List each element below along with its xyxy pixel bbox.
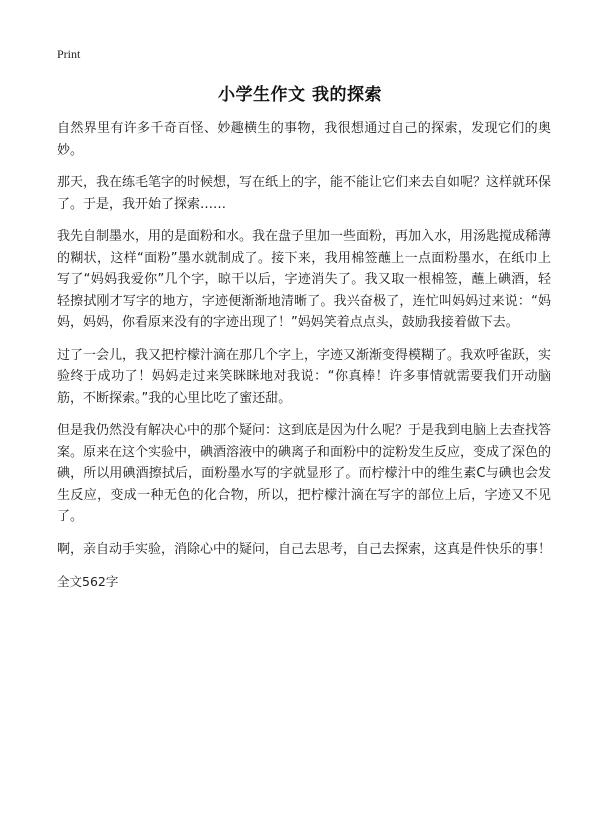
article-paragraph: 过了一会儿，我又把柠檬汁滴在那几个字上，字迹又渐渐变得模糊了。我欢呼雀跃，实验终于成功了！妈妈走过来笑眯眯地对我说：“你真棒！许多事情就需要我们开动脑筋，不断探索。”我的心里比吃了蜜还甜。 bbox=[57, 347, 552, 406]
article-paragraph: 那天，我在练毛笔字的时候想，写在纸上的字，能不能让它们来去自如呢？这样就环保了。于是，我开始了探索…… bbox=[57, 175, 552, 212]
article-paragraph: 我先自制墨水，用的是面粉和水。我在盘子里加一些面粉，再加入水，用汤匙搅成稀薄的糊状，这样“面粉”墨水就制成了。接下来，我用棉签蘸上一点面粉墨水，在纸巾上写了“妈妈我爱你”几个字，晾干以后，字迹消失了。我又取一根棉签，蘸上碘酒，轻轻擦拭刚才写字的地方，字迹便渐渐地清晰了。我兴奋极了，连忙叫妈妈过来说：“妈妈，妈妈，你看原来没有的字迹出现了！”妈妈笑着点点头，鼓励我接着做下去。 bbox=[57, 229, 552, 330]
article-body bbox=[57, 118, 551, 593]
word-count: 全文562字 bbox=[57, 574, 119, 589]
article-paragraph: 但是我仍然没有解决心中的那个疑问：这到底是因为什么呢？于是我到电脑上去查找答案。原来在这个实验中，碘酒溶液中的碘离子和面粉中的淀粉发生反应，变成了深色的碘，所以用碘酒擦拭后，面粉墨水写的字就显形了。而柠檬汁中的维生素C与碘也会发生反应，变成一种无色的化合物，所以，把柠檬汁滴在写字的部位上后，字迹又不见了。 bbox=[57, 423, 552, 524]
article-title: 小学生作文 我的探索 bbox=[218, 85, 382, 105]
print-label: Print bbox=[57, 47, 81, 61]
article-paragraph: 自然界里有许多千奇百怪、妙趣横生的事物，我很想通过自己的探索，发现它们的奥妙。 bbox=[57, 121, 551, 158]
article-paragraph: 啊，亲自动手实验，消除心中的疑问，自己去思考，自己去探索，这真是件快乐的事！ bbox=[57, 541, 552, 557]
